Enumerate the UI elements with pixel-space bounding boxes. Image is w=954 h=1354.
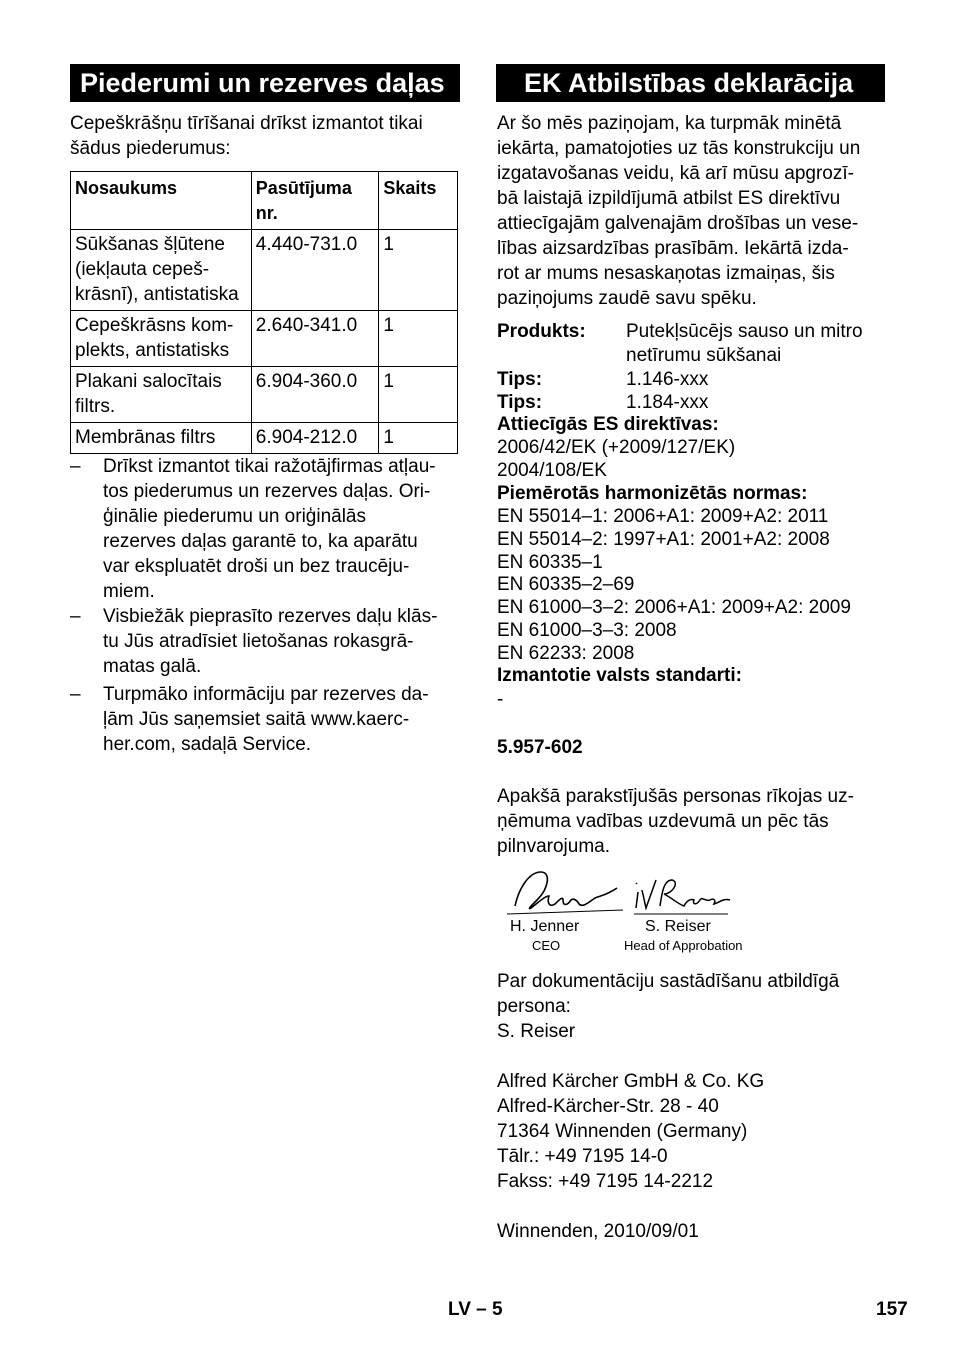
column-header-name: Nosaukums	[71, 172, 252, 230]
type-value: 1.146-xxx	[626, 369, 709, 390]
standard-line: EN 61000–3–2: 2006+A1: 2009+A2: 2009	[497, 597, 851, 618]
bullet-line: Drīkst izmantot tikai ražotājfirmas atļau-	[103, 456, 436, 477]
table-cell: 4.440-731.0	[251, 230, 379, 311]
column-header-quantity: Skaits	[379, 172, 458, 230]
address-line: Tālr.: +49 7195 14-0	[497, 1146, 668, 1167]
table-cell: 6.904-360.0	[251, 367, 379, 423]
national-standards-value: -	[497, 689, 504, 710]
type-value: 1.184-xxx	[626, 392, 709, 413]
intro-line: lības aizsardzības prasībām. Iekārtā izda-	[497, 238, 849, 259]
column-header-order-no: Pasūtījuma nr.	[251, 172, 379, 230]
bullet-line: Visbiežāk pieprasīto rezerves daļu klās-	[103, 606, 438, 627]
signer-role: CEO	[532, 938, 561, 953]
intro-line: bā laistajā izpildījumā atbilst ES direktīvu	[497, 188, 841, 209]
standard-line: EN 55014–1: 2006+A1: 2009+A2: 2011	[497, 506, 829, 527]
table-cell: 1	[379, 230, 458, 311]
standard-line: EN 60335–2–69	[497, 574, 635, 595]
company-address	[497, 1069, 764, 1194]
authority-statement	[497, 784, 854, 859]
declaration-heading: EK Atbilstības deklarācija	[496, 64, 885, 102]
authority-line: Apakšā parakstījušās personas rīkojas uz-	[497, 786, 854, 807]
standards-label: Piemērotās harmonizētās normas:	[497, 483, 808, 504]
product-value: Putekļsūcējs sauso un mitro netīrumu sūkšanai	[626, 321, 863, 366]
bullet-line: tos piederumus un rezerves daļas. Ori-	[103, 481, 431, 502]
standard-line: EN 61000–3–3: 2008	[497, 620, 677, 641]
page-number: 157	[876, 1299, 908, 1320]
table-row	[71, 423, 458, 454]
table-cell: 6.904-212.0	[251, 423, 379, 454]
accessories-table	[70, 171, 458, 454]
intro-line: iekārta, pamatojoties uz tās konstrukciju un	[497, 138, 861, 159]
directives-label: Attiecīgās ES direktīvas:	[497, 414, 719, 435]
bullet-line: ļām Jūs saņemsiet saitā www.kaerc-	[103, 709, 410, 730]
signer-name: H. Jenner	[510, 918, 580, 935]
authority-line: pilnvarojuma.	[497, 836, 610, 857]
signature-reiser	[632, 872, 732, 918]
address-line: 71364 Winnenden (Germany)	[497, 1121, 748, 1142]
accessories-heading: Piederumi un rezerves daļas	[70, 64, 460, 102]
authority-line: ņēmuma vadības uzdevumā un pēc tās	[497, 811, 829, 832]
bullet-line: miem.	[103, 581, 155, 602]
standard-line: EN 60335–1	[497, 552, 603, 573]
bullet-line: tu Jūs atradīsiet lietošanas rokasgrā-	[103, 631, 414, 652]
product-label: Produkts:	[497, 321, 586, 342]
bullet-line: rezerves daļas garantē to, ka aparātu	[103, 531, 418, 552]
intro-line: Cepeškrāšņu tīrīšanai drīkst izmantot tikai	[70, 113, 423, 134]
table-cell: 1	[379, 311, 458, 367]
standard-line: EN 62233: 2008	[497, 643, 635, 664]
directive-line: 2004/108/EK	[497, 460, 607, 481]
table-cell: 1	[379, 423, 458, 454]
declaration-intro	[497, 111, 860, 311]
table-cell: 2.640-341.0	[251, 311, 379, 367]
address-line: Fakss: +49 7195 14-2212	[497, 1171, 714, 1192]
footer-language-page: LV – 5	[448, 1299, 503, 1320]
intro-line: izgatavošanas veidu, kā arī mūsu apgrozī-	[497, 163, 854, 184]
bullet-line: var ekspluatēt droši un bez traucēju-	[103, 556, 410, 577]
table-cell: Membrānas filtrs	[71, 423, 252, 454]
table-cell: Plakani salocītais filtrs.	[71, 367, 252, 423]
signer-name: S. Reiser	[645, 918, 711, 935]
document-number: 5.957-602	[497, 737, 583, 758]
standard-line: EN 55014–2: 1997+A1: 2001+A2: 2008	[497, 529, 830, 550]
directive-line: 2006/42/EK (+2009/127/EK)	[497, 437, 736, 458]
address-line: Alfred-Kärcher-Str. 28 - 40	[497, 1096, 719, 1117]
address-line: Alfred Kärcher GmbH & Co. KG	[497, 1071, 765, 1092]
intro-line: šādus piederumus:	[70, 138, 231, 159]
table-row	[71, 367, 458, 423]
responsible-line: persona:	[497, 996, 571, 1017]
table-cell: Sūkšanas šļūtene (iekļauta cepeš- krāsnī), antistatiska	[71, 230, 252, 311]
responsible-person	[497, 969, 839, 1044]
bullet-line: Turpmāko informāciju par rezerves da-	[103, 684, 429, 705]
table-row	[71, 230, 458, 311]
bullet-dash: –	[70, 606, 81, 627]
table-row	[71, 311, 458, 367]
responsible-line: Par dokumentāciju sastādīšanu atbildīgā	[497, 971, 840, 992]
bullet-dash: –	[70, 684, 81, 705]
table-cell: 1	[379, 367, 458, 423]
bullet-line: her.com, sadaļā Service.	[103, 734, 312, 755]
table-header-row	[71, 172, 458, 230]
place-date: Winnenden, 2010/09/01	[497, 1221, 699, 1242]
national-standards-label: Izmantotie valsts standarti:	[497, 665, 742, 686]
intro-line: paziņojums zaudē savu spēku.	[497, 288, 757, 309]
type-label: Tips:	[497, 369, 543, 390]
type-label: Tips:	[497, 392, 543, 413]
signer-role: Head of Approbation	[624, 938, 743, 953]
table-cell: Cepeškrāsns kom- plekts, antistatisks	[71, 311, 252, 367]
responsible-line: S. Reiser	[497, 1021, 576, 1042]
signature-jenner	[505, 866, 625, 920]
bullet-line: matas galā.	[103, 656, 202, 677]
intro-line: rot ar mums nesaskaņotas izmaiņas, šis	[497, 263, 835, 284]
bullet-dash: –	[70, 456, 81, 477]
bullet-line: ģinālie piederumu un oriģinālās	[103, 506, 367, 527]
intro-line: Ar šo mēs paziņojam, ka turpmāk minētā	[497, 113, 842, 134]
accessories-intro	[70, 111, 423, 161]
intro-line: attiecīgajām galvenajām drošības un vese-	[497, 213, 859, 234]
